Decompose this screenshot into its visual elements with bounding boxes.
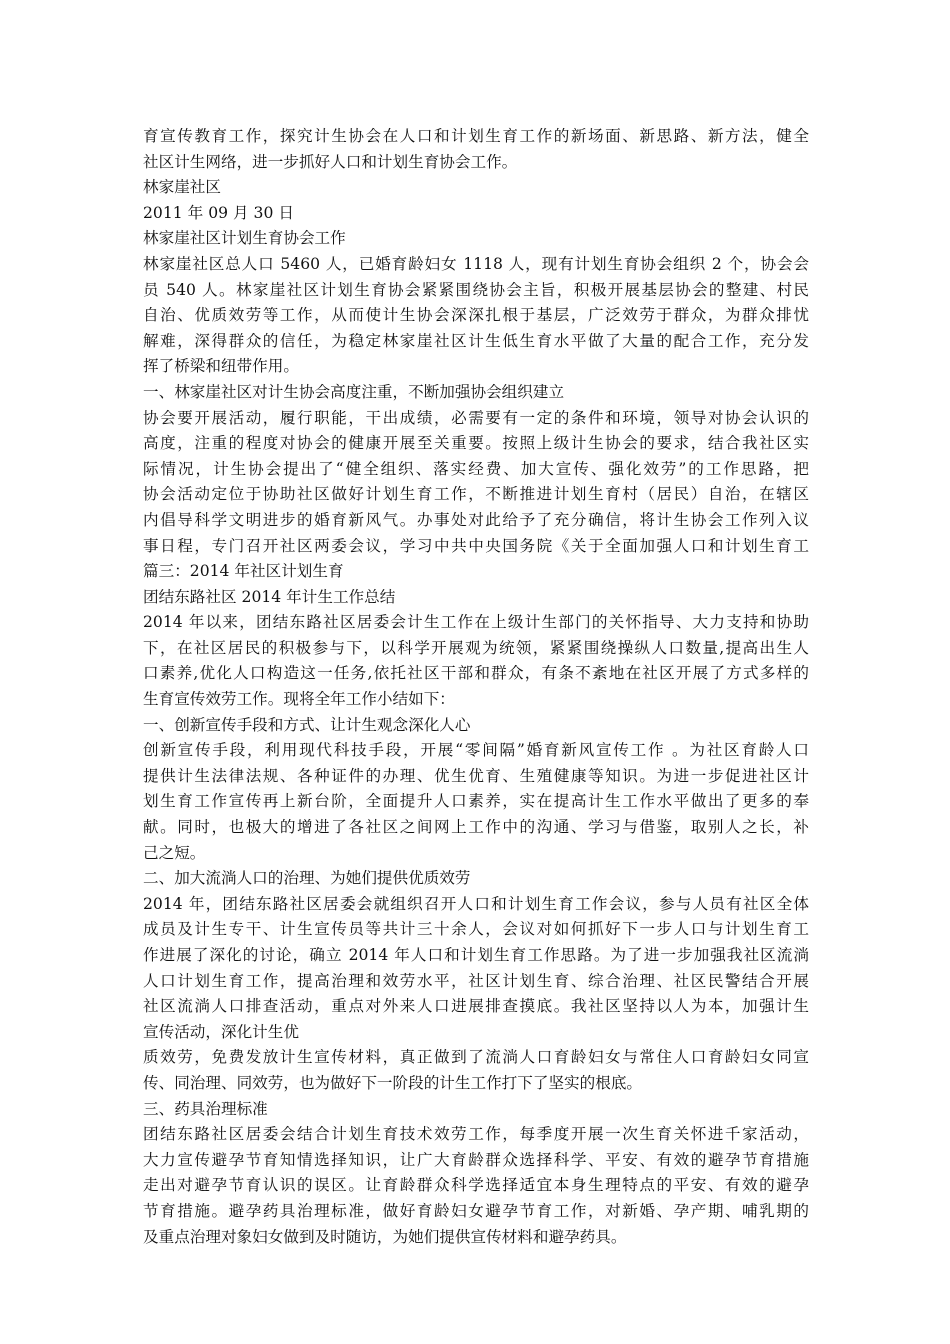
text-line: 一、创新宣传手段和方式、让计生观念深化人心: [143, 715, 471, 734]
text-line: 育宣传教育工作，探究计生协会在人口和计划生育工作的新场面、新思路、新方法，健全: [143, 127, 809, 145]
text-line: 宣传活动，深化计生优: [143, 1022, 299, 1041]
text-line: 事日程，专门召开社区两委会议，学习中共中央国务院《关于全面加强人口和计划生育工: [143, 536, 809, 555]
text-line: 及重点治理对象妇女做到及时随访，为她们提供宣传材料和避孕药具。: [143, 1227, 627, 1246]
text-line: 走出对避孕节育认识的误区。让育龄群众科学选择适宜本身生理特点的平安、有效的避孕: [143, 1176, 809, 1195]
text-line: 传、同治理、同效劳，也为做好下一阶段的计生工作打下了坚实的根底。: [143, 1073, 643, 1092]
text-line: 高度，注重的程度对协会的健康开展至关重要。按照上级计生协会的要求，结合我社区实: [143, 434, 809, 453]
text-line: 员 540 人。林家崖社区计划生育协会紧紧围绕协会主旨，积极开展基层协会的整建、村民: [143, 280, 809, 299]
text-line: 成员及计生专干、计生宣传员等共计三十余人，会议对如何抓好下一步人口与计划生育工: [143, 920, 809, 939]
text-line: 二、加大流淌人口的治理、为她们提供优质效劳: [143, 869, 471, 888]
text-line: 下，在社区居民的积极参与下，以科学开展观为统领，紧紧围绕操纵人口数量,提高出生人: [143, 638, 809, 657]
text-line: 2014 年以来，团结东路社区居委会计生工作在上级计生部门的关怀指导、大力支持和协助: [143, 613, 809, 632]
text-line: 节育措施。避孕药具治理标准，做好育龄妇女避孕节育工作，对新婚、孕产期、哺乳期的: [143, 1201, 809, 1220]
text-line: 社区计生网络，进一步抓好人口和计划生育协会工作。: [143, 152, 518, 171]
text-line: 篇三：2014 年社区计划生育: [143, 562, 344, 581]
text-line: 己之短。: [143, 843, 206, 862]
text-line: 林家崖社区总人口 5460 人，已婚育龄妇女 1118 人，现有计划生育协会组织 2 个，协会会: [143, 254, 809, 273]
text-line: 三、药具治理标准: [143, 1099, 268, 1118]
text-line: 挥了桥梁和纽带作用。: [143, 357, 299, 376]
text-line: 2011 年 09 月 30 日: [143, 203, 294, 222]
text-line: 作进展了深化的讨论，确立 2014 年人口和计划生育工作思路。为了进一步加强我社区流淌: [143, 946, 809, 964]
text-line: 质效劳，免费发放计生宣传材料，真正做到了流淌人口育龄妇女与常住人口育龄妇女同宣: [143, 1048, 809, 1067]
text-line: 团结东路社区 2014 年计生工作总结: [143, 587, 396, 606]
text-line: 创新宣传手段，利用现代科技手段，开展“零间隔”婚育新风宣传工作 。为社区育龄人口: [143, 741, 809, 760]
text-line: 协会活动定位于协助社区做好计划生育工作，不断推进计划生育村（居民）自治，在辖区: [143, 485, 809, 504]
text-line: 划生育工作宣传再上新台阶，全面提升人口素养，实在提高计生工作水平做出了更多的奉: [143, 792, 809, 811]
text-line: 协会要开展活动，履行职能，干出成绩，必需要有一定的条件和环境，领导对协会认识的: [143, 408, 809, 427]
text-line: 人口计划生育工作，提高治理和效劳水平，社区计划生育、综合治理、社区民警结合开展: [143, 971, 809, 990]
text-line: 献。同时，也极大的增进了各社区之间网上工作中的沟通、学习与借鉴，取别人之长，补: [143, 818, 809, 837]
text-line: 内倡导科学文明进步的婚育新风气。办事处对此给予了充分确信，将计生协会工作列入议: [143, 510, 809, 529]
text-line: 口素养,优化人口构造这一任务,依托社区干部和群众，有条不紊地在社区开展了方式多样的: [143, 664, 809, 683]
text-line: 2014 年，团结东路社区居委会就组织召开人口和计划生育工作会议，参与人员有社区全体: [143, 894, 809, 913]
text-line: 生育宣传效劳工作。现将全年工作小结如下：: [143, 690, 455, 709]
text-line: 一、林家崖社区对计生协会高度注重，不断加强协会组织建立: [143, 382, 565, 401]
text-line: 林家崖社区计划生育协会工作: [143, 229, 346, 248]
text-line: 林家崖社区: [143, 178, 221, 197]
document-page: [143, 124, 809, 1250]
text-line: 自治、优质效劳等工作，从而使计生协会深深扎根于基层，广泛效劳于群众，为群众排忧: [143, 306, 809, 325]
text-line: 大力宣传避孕节育知情选择知识，让广大育龄群众选择科学、平安、有效的避孕节育措施: [143, 1150, 809, 1169]
text-line: 解难，深得群众的信任，为稳定林家崖社区计生低生育水平做了大量的配合工作，充分发: [143, 331, 809, 350]
text-line: 提供计生法律法规、各种证件的办理、优生优育、生殖健康等知识。为进一步促进社区计: [143, 766, 809, 785]
text-line: 际情况，计生协会提出了“健全组织、落实经费、加大宣传、强化效劳”的工作思路，把: [143, 459, 809, 478]
text-line: 社区流淌人口排查活动，重点对外来人口进展排查摸底。我社区坚持以人为本，加强计生: [143, 997, 809, 1016]
text-line: 团结东路社区居委会结合计划生育技术效劳工作，每季度开展一次生育关怀进千家活动，: [143, 1125, 809, 1144]
